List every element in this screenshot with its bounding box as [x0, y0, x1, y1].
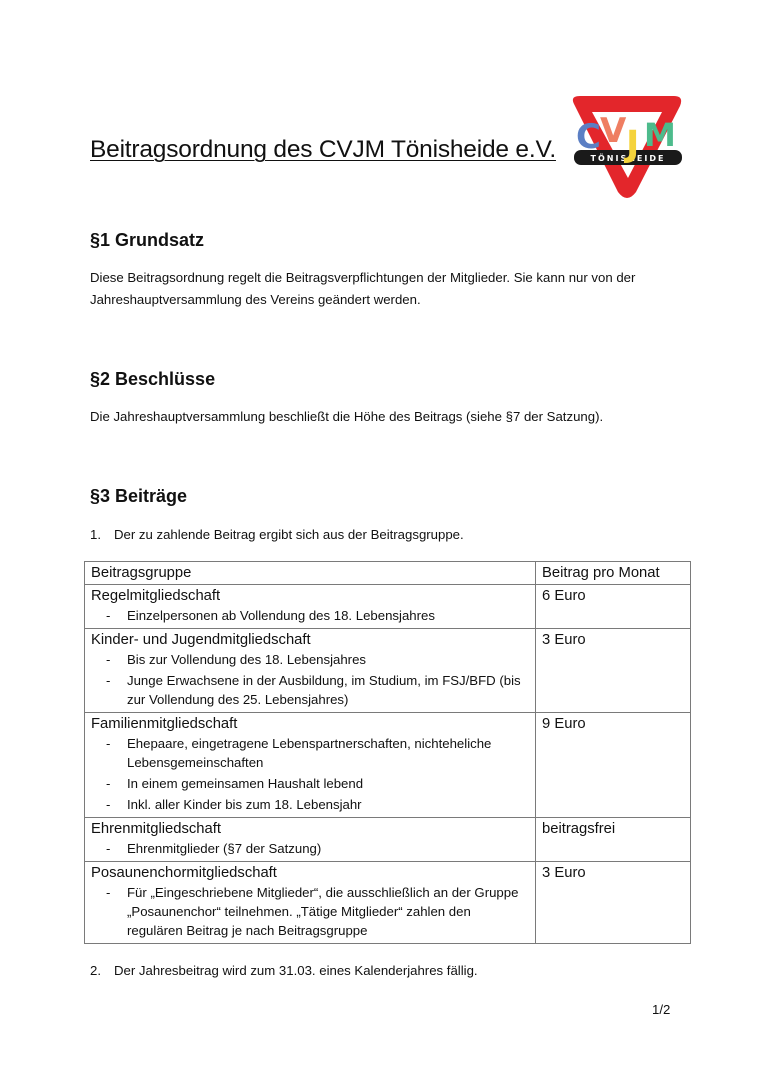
item-text: Der zu zahlende Beitrag ergibt sich aus der Beitragsgruppe.	[114, 527, 464, 542]
numbered-item-2	[90, 960, 690, 982]
group-fee: 3 Euro	[536, 629, 691, 713]
table-header-row	[85, 562, 691, 585]
svg-text:V: V	[600, 111, 627, 151]
numbered-item-1	[90, 524, 690, 546]
table-row	[85, 818, 691, 862]
group-detail: - Inkl. aller Kinder bis zum 18. Lebensjahr	[91, 795, 530, 814]
group-detail: - Ehrenmitglieder (§7 der Satzung)	[91, 839, 530, 858]
header-fee: Beitrag pro Monat	[536, 562, 691, 585]
table-row	[85, 585, 691, 629]
section-heading-2: §2 Beschlüsse	[90, 369, 216, 389]
section-heading-3: §3 Beiträge	[90, 486, 188, 506]
group-fee: 9 Euro	[536, 713, 691, 818]
item-number: 1.	[90, 527, 101, 542]
section-text-2: Die Jahreshauptversammlung beschließt die Höhe des Beitrags (siehe §7 der Satzung).	[90, 409, 604, 424]
svg-text:J: J	[626, 124, 640, 165]
group-fee: 3 Euro	[536, 862, 691, 944]
group-detail: - Einzelpersonen ab Vollendung des 18. Lebensjahres	[91, 606, 530, 625]
section-heading-1: §1 Grundsatz	[90, 230, 205, 250]
group-detail: - In einem gemeinsamen Haushalt lebend	[91, 774, 530, 793]
table-row	[85, 713, 691, 818]
table-row	[85, 862, 691, 944]
svg-text:C: C	[576, 117, 601, 157]
group-detail: - Bis zur Vollendung des 18. Lebensjahres	[91, 650, 530, 669]
group-detail: - Ehepaare, eingetragene Lebenspartnerschaften, nichteheliche Lebensgemeinschaften	[91, 734, 530, 772]
document-title: Beitragsordnung des CVJM Tönisheide e.V.	[90, 136, 556, 163]
fee-table	[84, 561, 691, 944]
page-number: 1/2	[652, 1002, 671, 1017]
group-fee: 6 Euro	[536, 585, 691, 629]
cvjm-logo-icon	[566, 90, 688, 202]
section-text-1: Diese Beitragsordnung regelt die Beitragsverpflichtungen der Mitglieder. Sie kann nur von der Jahreshauptversammlung des Vereins geändert werden.	[90, 270, 636, 307]
group-name: Posaunenchormitgliedschaft	[91, 865, 277, 881]
item-number: 2.	[90, 963, 101, 978]
header-group: Beitragsgruppe	[85, 562, 536, 585]
group-name: Familienmitgliedschaft	[91, 716, 238, 732]
group-fee: beitragsfrei	[536, 818, 691, 862]
group-name: Ehrenmitgliedschaft	[91, 821, 221, 837]
svg-text:TÖNISHEIDE: TÖNISHEIDE	[590, 154, 666, 163]
svg-text:M: M	[644, 116, 676, 154]
table-row	[85, 629, 691, 713]
item-text: Der Jahresbeitrag wird zum 31.03. eines Kalenderjahres fällig.	[114, 963, 478, 978]
group-detail: - Für „Eingeschriebene Mitglieder“, die ausschließlich an der Gruppe „Posaunenchor“ teilnehmen. „Tätige Mitglieder“ zahlen den regulären Beitrag je nach Beitragsgruppe	[91, 883, 530, 940]
group-name: Regelmitgliedschaft	[91, 588, 221, 604]
group-detail: - Junge Erwachsene in der Ausbildung, im Studium, im FSJ/BFD (bis zur Vollendung des 25. Lebensjahres)	[91, 671, 530, 709]
group-name: Kinder- und Jugendmitgliedschaft	[91, 632, 311, 648]
